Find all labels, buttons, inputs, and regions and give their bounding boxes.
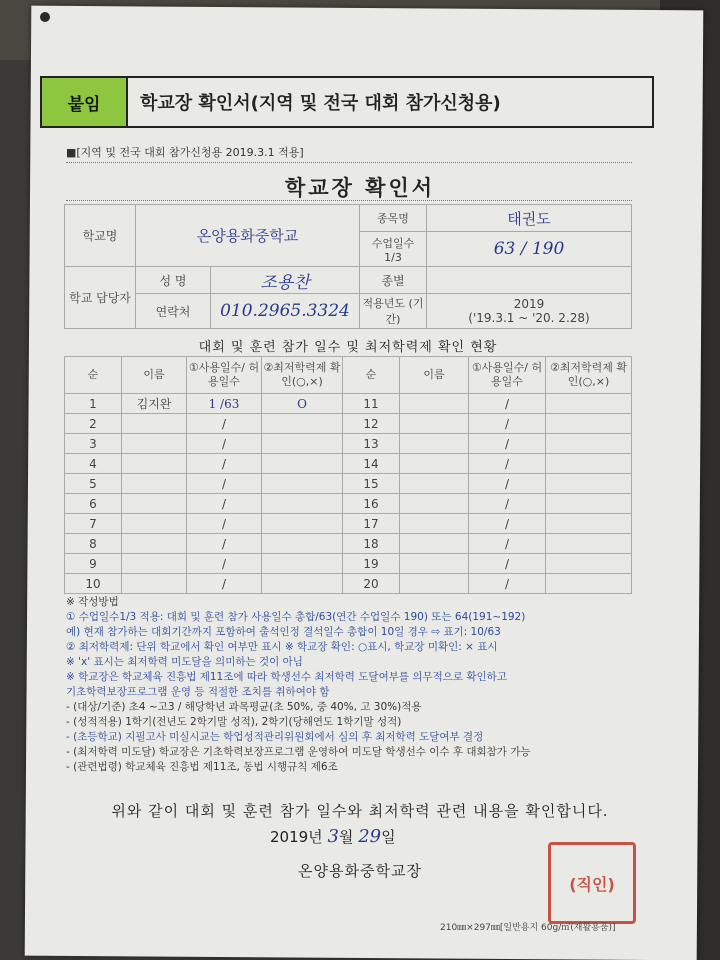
date-month-unit: 월 (338, 828, 354, 846)
table-cell: / (187, 534, 262, 554)
table-cell: 5 (65, 474, 122, 494)
manager-label: 학교 담당자 (65, 267, 136, 329)
date-year: 2019년 (270, 828, 323, 846)
table-cell (400, 534, 469, 554)
note-line: ② 최저학력제: 단위 학교에서 확인 여부만 표시 ※ 학교장 확인: ○표시, 학교장 미확인: × 표시 (66, 641, 498, 653)
signing-date (270, 826, 396, 847)
col-header: 이름 (400, 357, 469, 394)
note-line: - (성적적용) 1학기(전년도 2학기말 성적), 2학기(당해연도 1학기말 성적) (66, 716, 402, 728)
table-cell (262, 494, 343, 514)
table-cell (546, 394, 632, 414)
table-cell: / (469, 454, 546, 474)
table-cell: / (469, 514, 546, 534)
table-cell: 18 (343, 534, 400, 554)
table-cell: / (187, 434, 262, 454)
table-cell: / (187, 414, 262, 434)
col-header: ②최저학력제 확인(○,×) (546, 357, 632, 394)
school-label: 학교명 (65, 205, 136, 267)
table-cell (546, 454, 632, 474)
divider (66, 200, 632, 201)
table-cell: / (469, 434, 546, 454)
table-cell: / (187, 514, 262, 534)
table-cell: / (469, 554, 546, 574)
table-cell: / (469, 414, 546, 434)
note-line: ※ 학교장은 학교체육 진흥법 제11조에 따라 학생선수 최저학력 도달여부를 의무적으로 확인하고 (66, 671, 507, 683)
table-cell: 4 (65, 454, 122, 474)
table-cell: 10 (65, 574, 122, 594)
table-cell: 16 (343, 494, 400, 514)
table-row (65, 494, 632, 514)
table-cell (546, 414, 632, 434)
seal-text: (직인) (569, 874, 615, 894)
table-cell: 1 /63 (187, 394, 262, 414)
note-line: ① 수업일수1/3 적용: 대회 및 훈련 참가 사용일수 총합/63(연간 수업일수 190) 또는 64(191~192) (66, 611, 526, 623)
year-label: 적용년도 (기간) (360, 294, 427, 329)
confirm-statement: 위와 같이 대회 및 훈련 참가 일수와 최저학력 관련 내용을 확인합니다. (111, 802, 609, 820)
table-cell (122, 474, 187, 494)
table-cell (122, 534, 187, 554)
document-title: 학교장 확인서 (284, 176, 436, 200)
note-line: - (초등학교) 지필고사 미실시교는 학업성적관리위원회에서 심의 후 최저학력 도달여부 결정 (66, 731, 484, 743)
year-cell (427, 294, 632, 329)
table-cell: / (187, 494, 262, 514)
note-line: ※ 작성방법 (66, 596, 119, 608)
gender-value (427, 267, 632, 294)
table-cell: / (469, 474, 546, 494)
divider (66, 162, 632, 163)
table-cell (546, 434, 632, 454)
table-row (65, 474, 632, 494)
table-cell (400, 474, 469, 494)
paper-spec-footer: 210㎜×297㎜[일반용지 60g/㎡(재활용품)] (440, 923, 616, 933)
event-label: 종목명 (360, 205, 427, 232)
table-cell: 12 (343, 414, 400, 434)
table-cell (400, 574, 469, 594)
table-row (65, 414, 632, 434)
table-cell (546, 574, 632, 594)
table-cell: / (469, 574, 546, 594)
participation-table (64, 356, 632, 594)
note-line: ※ 'x' 표시는 최저학력 미도달을 의미하는 것이 아님 (66, 656, 303, 668)
table-cell (400, 434, 469, 454)
note-line: - (관련법령) 학교체육 진흥법 제11조, 동법 시행규칙 제6조 (66, 761, 338, 773)
col-header: ①사용일수/ 허용일수 (187, 357, 262, 394)
header-title: 학교장 확인서(지역 및 전국 대회 참가신청용) (140, 93, 501, 114)
table-cell: / (187, 554, 262, 574)
table-cell (262, 534, 343, 554)
table-cell: 14 (343, 454, 400, 474)
note-line: 기초학력보장프로그램 운영 등 적절한 조치를 취하여야 함 (66, 686, 330, 698)
col-header: 순 (343, 357, 400, 394)
col-header: 순 (65, 357, 122, 394)
table-cell: 20 (343, 574, 400, 594)
name-value: 조용찬 (211, 267, 360, 294)
table-cell (546, 494, 632, 514)
table-cell (262, 474, 343, 494)
table-row (65, 574, 632, 594)
period-value: ('19.3.1 ~ '20. 2.28) (468, 311, 590, 325)
table-cell (400, 514, 469, 534)
table-cell: / (187, 574, 262, 594)
table-cell (122, 454, 187, 474)
table-cell: 김지완 (122, 394, 187, 414)
days-label: 수업일수 1/3 (360, 232, 427, 267)
table-cell: 8 (65, 534, 122, 554)
table-cell: / (187, 454, 262, 474)
table-cell: 2 (65, 414, 122, 434)
table-cell: 3 (65, 434, 122, 454)
table-cell: O (262, 394, 343, 414)
table-cell: 6 (65, 494, 122, 514)
col-header: 이름 (122, 357, 187, 394)
note-line: - (최저학력 미도달) 학교장은 기초학력보장프로그램 운영하여 미도달 학생선수 이수 후 대회참가 가능 (66, 746, 531, 758)
table-cell: / (187, 474, 262, 494)
table-cell: 13 (343, 434, 400, 454)
info-table (64, 204, 632, 329)
table-cell (122, 554, 187, 574)
table-cell (262, 574, 343, 594)
date-day: 29 (358, 826, 382, 847)
event-value: 태권도 (427, 205, 632, 232)
gender-label: 종별 (360, 267, 427, 294)
table-row (65, 514, 632, 534)
table-cell (122, 494, 187, 514)
form-subnote: ■[지역 및 전국 대회 참가신청용 2019.3.1 적용] (66, 146, 304, 159)
table-row (65, 434, 632, 454)
table-cell (262, 434, 343, 454)
table-cell: 1 (65, 394, 122, 414)
year-value: 2019 (513, 297, 545, 311)
table-cell (122, 574, 187, 594)
table-cell (400, 394, 469, 414)
table-cell (546, 554, 632, 574)
table-cell (122, 434, 187, 454)
days-value: 63 / 190 (427, 232, 632, 267)
table-cell: / (469, 494, 546, 514)
table-cell: 7 (65, 514, 122, 534)
table-cell: / (469, 394, 546, 414)
table-cell: 15 (343, 474, 400, 494)
table-row (65, 534, 632, 554)
official-seal (548, 842, 636, 924)
name-label: 성 명 (136, 267, 211, 294)
table-cell (262, 454, 343, 474)
table-row (65, 554, 632, 574)
principal-name: 온양용화중학교장 (298, 862, 422, 880)
section-title: 대회 및 훈련 참가 일수 및 최저학력제 확인 현황 (198, 340, 498, 355)
date-day-unit: 일 (381, 828, 396, 846)
table-cell (546, 474, 632, 494)
table-cell (400, 494, 469, 514)
instructions (66, 595, 646, 775)
table-cell (546, 534, 632, 554)
table-cell (122, 414, 187, 434)
table-cell (400, 414, 469, 434)
table-cell (122, 514, 187, 534)
table-cell: 9 (65, 554, 122, 574)
col-header: ①사용일수/ 허용일수 (469, 357, 546, 394)
table-cell: / (469, 534, 546, 554)
punch-hole (40, 12, 50, 22)
table-cell: 11 (343, 394, 400, 414)
note-line: - (대상/기준) 초4 ~고3 / 해당학년 과목평균(초 50%, 중 40%, 고 30%)적용 (66, 701, 422, 713)
date-month: 3 (327, 826, 339, 847)
contact-value: 010.2965.3324 (211, 294, 360, 329)
table-cell (262, 414, 343, 434)
table-cell (262, 554, 343, 574)
note-line: 예) 현재 참가하는 대회기간까지 포함하여 출석인정 결석일수 총합이 10일 경우 ⇨ 표기: 10/63 (66, 626, 501, 638)
table-cell (400, 454, 469, 474)
table-cell (262, 514, 343, 534)
header-bar (40, 76, 654, 128)
school-value: 온양용화중학교 (136, 205, 360, 267)
attachment-badge: 붙임 (42, 78, 128, 126)
col-header: ②최저학력제 확인(○,×) (262, 357, 343, 394)
table-cell (546, 514, 632, 534)
table-cell (400, 554, 469, 574)
table-cell: 19 (343, 554, 400, 574)
contact-label: 연락처 (136, 294, 211, 329)
table-row (65, 394, 632, 414)
table-row (65, 454, 632, 474)
table-cell: 17 (343, 514, 400, 534)
